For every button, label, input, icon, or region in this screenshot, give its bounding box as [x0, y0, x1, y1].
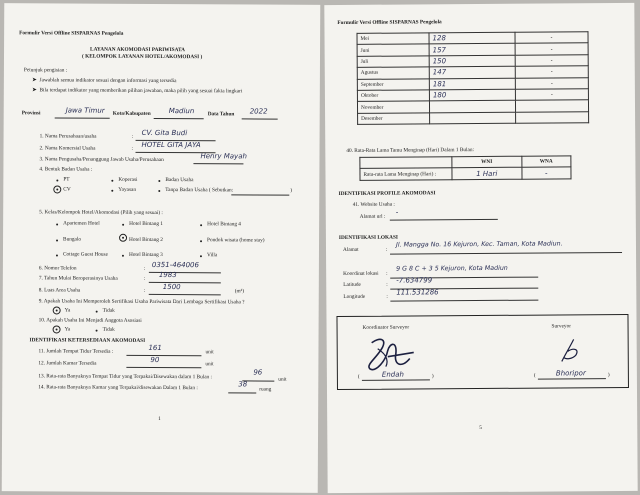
table-row: [358, 111, 589, 124]
page-number: 1: [158, 415, 161, 423]
alamat-value[interactable]: Jl. Mangga No. 16 Kejuron, Kec. Taman, Kota Madiun.: [395, 240, 563, 249]
colon: :: [143, 265, 146, 272]
alamat-label: Alamat: [342, 246, 359, 253]
field-6-label: 6. Nomor Telefon: [38, 265, 77, 272]
month-cell: Juni: [357, 44, 429, 56]
coordinator-line: [362, 379, 430, 380]
tanpa-line: [231, 194, 289, 195]
capacity-14-line: [228, 392, 256, 393]
month-cell: Oktober: [357, 90, 429, 102]
bullet: [158, 180, 160, 182]
kelas-label: 5. Kelas/Kelompok Hotel/Akomodasi (Pilih yang sesuai) :: [39, 209, 163, 217]
header-cell-wna: WNA: [521, 156, 571, 168]
kelas-option[interactable]: Bungalo: [63, 236, 82, 243]
website-value[interactable]: -: [395, 208, 399, 217]
colon: :: [143, 275, 146, 282]
option-tanpa-badan-usaha[interactable]: Tanpa Badan Usaha ( Sebutkan:: [165, 187, 234, 194]
value-cell[interactable]: 128: [429, 32, 515, 44]
bullet: [122, 224, 124, 226]
kelas-option[interactable]: Apartemen Hotel: [63, 220, 100, 227]
bullet: [158, 190, 160, 192]
longitude-line: [390, 300, 538, 302]
field-3-value[interactable]: Henry Mayah: [200, 152, 247, 161]
extra-cell[interactable]: -: [515, 55, 588, 67]
value-cell[interactable]: [430, 112, 516, 124]
colon: :: [143, 287, 146, 294]
form-header: Formulir Versi Offline SISPARNAS Pengelola: [337, 19, 442, 26]
capacity-14-value[interactable]: 38: [238, 380, 248, 389]
paren-close: ): [607, 372, 610, 379]
extra-cell[interactable]: -: [515, 43, 588, 55]
surveyor-name[interactable]: Bhoripor: [555, 369, 586, 378]
field-7-line: [149, 282, 221, 283]
capacity-12-label: 12. Jumlah Kamar Tersedia: [38, 360, 97, 367]
instruction-item: ➤ Jawablah semua indikator sesuai dengan informasi yang tersedia: [31, 77, 177, 85]
stay-row-label: Rata-rata Lama Menginap (Hari) :: [360, 168, 452, 180]
coordinator-signature-icon: [358, 334, 428, 374]
colon: :: [386, 270, 388, 277]
capacity-11-label: 11. Jumlah Tempat Tidur Tersedia :: [38, 348, 114, 355]
value-cell[interactable]: 150: [429, 55, 515, 67]
website-line: [390, 219, 498, 221]
tahun-line: [242, 118, 278, 119]
bullet: [122, 255, 124, 257]
field-7-value[interactable]: 1983: [158, 270, 177, 280]
surveyor-line: [538, 378, 606, 379]
bullet: [111, 180, 113, 182]
website-label: Alamat url :: [359, 213, 386, 220]
field-3-label: 3. Nama Pengusaha/Penanggung Jawab Usaha/Perusahaan: [39, 156, 164, 164]
stay-wna-value[interactable]: -: [521, 167, 571, 179]
latitude-value[interactable]: -7.634799: [396, 276, 433, 285]
koordinat-value[interactable]: 9 G 8 C + 3 5 Kejuron, Kota Madiun: [396, 264, 508, 273]
provinsi-label: Provinsi: [21, 110, 41, 117]
bullet: [56, 254, 58, 256]
bullet: [96, 330, 98, 332]
stay-wni-value[interactable]: 1 Hari: [452, 168, 522, 180]
colon: :: [131, 145, 134, 152]
provinsi-value[interactable]: Jawa Timur: [65, 106, 105, 115]
field-2-label: 2. Nama Komersial Usaha: [39, 145, 96, 152]
colon: :: [385, 246, 388, 253]
field-2-value[interactable]: HOTEL GITA JAYA: [141, 140, 201, 150]
field-1-value[interactable]: CV. Gita Budi: [141, 128, 188, 138]
stay-table: [359, 155, 571, 180]
close-paren: ): [290, 187, 293, 194]
option-koperasi[interactable]: Koperasi: [118, 176, 138, 183]
question-10: 10. Apakah Usaha Ini Menjadi Anggota Asosiasi: [38, 317, 142, 324]
surveyor-label: Surveyor: [551, 323, 571, 330]
monthly-table: [356, 31, 589, 125]
extra-cell[interactable]: -: [515, 66, 588, 78]
capacity-13-unit: unit: [278, 376, 287, 383]
tahun-value[interactable]: 2022: [249, 107, 268, 116]
instructions-title: Petunjuk pengisian :: [23, 67, 68, 74]
field-8-line: [149, 294, 221, 295]
extra-cell[interactable]: [516, 111, 589, 123]
bullet: [96, 311, 98, 313]
lokasi-section-title: IDENTIFIKASI LOKASI: [338, 234, 398, 241]
month-cell: September: [357, 78, 429, 90]
capacity-13-label: 13. Rata-rata Banyaknya Tempat Tidur yang Terpakai/Disewakan dalam 1 Bulan :: [38, 373, 213, 381]
coordinator-label: Koordinator Surveyor: [362, 324, 410, 331]
question-9: 9. Apakah Usaha Ini Memperoleh Sertifikasi Usaha Pariwisata Dari Lembaga Sertifikasi Usaha ?: [38, 298, 245, 306]
month-cell: Agustus: [357, 67, 429, 79]
month-cell: Mei: [357, 33, 429, 45]
capacity-12-value[interactable]: 90: [150, 355, 160, 364]
longitude-label: Longitude: [343, 293, 366, 300]
capacity-11-line: [126, 355, 201, 356]
value-cell[interactable]: [429, 101, 515, 113]
extra-cell[interactable]: -: [515, 32, 588, 44]
bullet: [56, 223, 58, 225]
table-row: [360, 167, 571, 180]
tahun-label: Data Tahun: [207, 111, 235, 118]
paren-open: (: [357, 373, 360, 380]
capacity-14-label: 14. Rata-rata Banyaknya Kamar yang Terpakai/disewakan Dalam 1 Bulan :: [38, 384, 198, 392]
bullet: [200, 224, 202, 226]
kota-label: Kota/Kabupaten: [112, 110, 151, 117]
q10-yes[interactable]: Ya: [64, 326, 71, 333]
month-cell: November: [357, 101, 429, 113]
page-number: 5: [479, 424, 482, 432]
q9-yes[interactable]: Ya: [64, 307, 71, 314]
bullet: [56, 239, 58, 241]
option-pt[interactable]: PT: [63, 176, 70, 183]
option-yayasan[interactable]: Yayasan: [118, 186, 137, 193]
colon: :: [386, 293, 388, 300]
capacity-11-value[interactable]: 161: [148, 343, 162, 353]
signature-box: [336, 314, 629, 390]
value-cell[interactable]: 180: [429, 89, 515, 101]
latitude-label: Latitude: [343, 281, 361, 288]
paren-close: ): [431, 373, 434, 380]
form-title: LAYANAN AKOMODASI PARIWISATA: [90, 46, 186, 54]
kelas-option[interactable]: Pondok wisata (home stay): [207, 237, 265, 244]
kelas-option[interactable]: Hotel Bintang 1: [129, 220, 163, 228]
kelas-option[interactable]: Hotel Bintang 2: [129, 236, 163, 244]
field-7-label: 7. Tahun Mulai Beroperasinya Usaha: [38, 275, 118, 282]
field-8-unit: (m²): [234, 288, 245, 295]
option-badan-usaha[interactable]: Badan Usaha: [165, 177, 194, 184]
question-41: 41. Website Usaha :: [352, 201, 395, 208]
longitude-value[interactable]: 111.531286: [396, 288, 439, 297]
bullet: [56, 179, 58, 181]
kelas-option[interactable]: Hotel Bintang 4: [207, 221, 241, 228]
surveyor-signature-icon: [550, 335, 590, 367]
bullet: [200, 255, 202, 257]
kota-value[interactable]: Madiun: [168, 107, 195, 116]
field-3-line: [193, 163, 243, 164]
q9-no[interactable]: Tidak: [102, 307, 115, 314]
capacity-12-unit: unit: [205, 361, 214, 368]
alamat-line: [390, 252, 622, 255]
coordinator-name[interactable]: Endah: [381, 370, 404, 379]
value-cell[interactable]: 157: [429, 44, 515, 56]
month-cell: Juli: [357, 56, 429, 68]
month-cell: Desember: [358, 113, 430, 125]
value-cell[interactable]: 181: [429, 78, 515, 90]
koordinat-label: Koordinat lokasi: [343, 270, 379, 277]
field-8-value[interactable]: 1500: [162, 283, 181, 292]
profile-section-title: IDENTIFIKASI PROFILE AKOMODASI: [338, 190, 436, 197]
bullet: [200, 240, 202, 242]
field-4-label: 4. Bentuk Badan Usaha :: [39, 166, 93, 173]
section-title-ketersediaan: IDENTIFIKASI KETERSEDIAAN AKOMODASI: [29, 337, 146, 344]
capacity-14-unit: ruang: [259, 386, 272, 393]
paren-open: (: [533, 372, 536, 379]
field-1-label: 1. Nama Perusahaan/usaha: [39, 133, 97, 140]
colon: :: [131, 133, 134, 140]
kelas-option[interactable]: Villa: [206, 252, 218, 259]
form-subtitle: ( KELOMPOK LAYANAN HOTEL/AKOMODASI ): [81, 53, 203, 61]
instruction-item: ➤ Bila terdapat indikator yang memberikan pilihan jawaban, maka pilih yang sesuai fakta lingkari: [31, 87, 243, 95]
q10-no[interactable]: Tidak: [102, 326, 115, 333]
option-cv[interactable]: CV: [63, 186, 71, 193]
capacity-11-unit: unit: [205, 349, 214, 356]
extra-cell[interactable]: [515, 100, 588, 112]
capacity-12-line: [126, 367, 201, 368]
field-6-value[interactable]: 0351-464006: [151, 260, 199, 270]
right-page: [324, 3, 637, 493]
capacity-13-value[interactable]: 96: [253, 368, 263, 377]
colon: :: [386, 281, 388, 288]
header-cell: [360, 157, 452, 169]
kelas-option[interactable]: Hotel Bintang 3: [128, 251, 163, 259]
value-cell[interactable]: 147: [429, 66, 515, 78]
kota-line: [154, 118, 204, 119]
extra-cell[interactable]: -: [515, 77, 588, 89]
bullet: [111, 190, 113, 192]
header-cell-wni: WNI: [452, 156, 522, 168]
provinsi-line: [55, 117, 110, 118]
field-8-label: 8. Luas Area Usaha: [38, 287, 81, 294]
extra-cell[interactable]: -: [515, 89, 588, 101]
form-header: Formulir Versi Offline SISPARNAS Pengelola: [19, 30, 124, 37]
left-page: [2, 3, 321, 493]
question-40: 40. Rata-Rata Lama Tamu Menginap (Hari) Dalam 1 Bulan:: [346, 147, 474, 154]
kelas-option[interactable]: Cottage Guest House: [62, 251, 109, 258]
